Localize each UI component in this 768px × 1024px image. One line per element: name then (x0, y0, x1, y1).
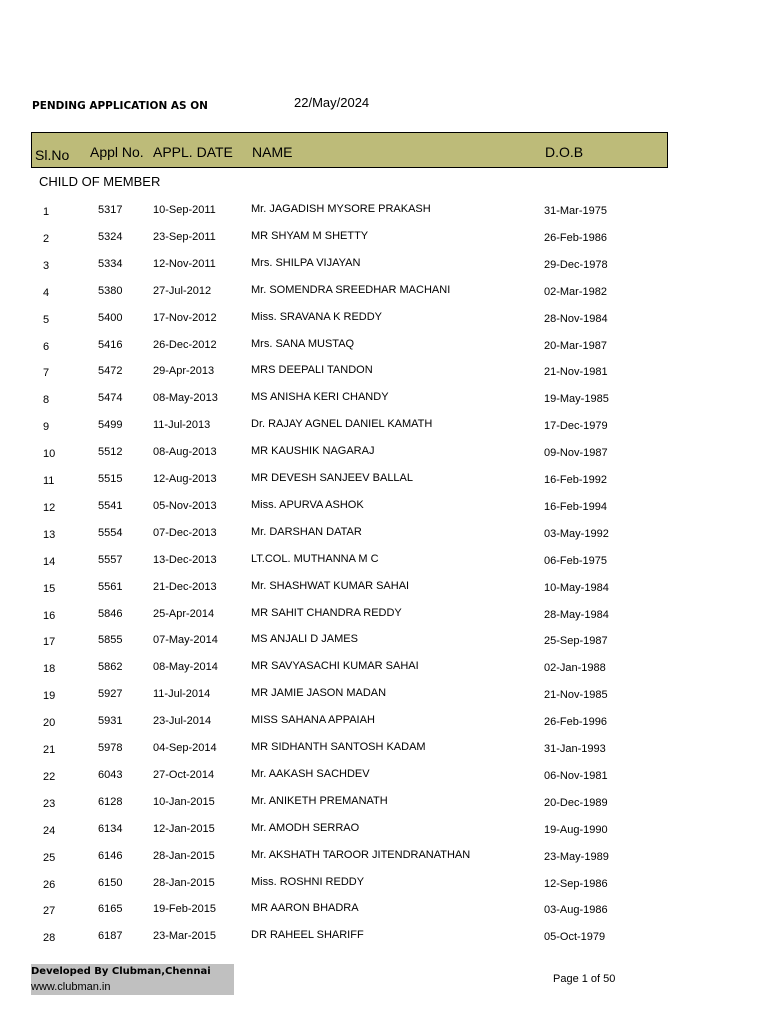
row-sl-no: 4 (43, 286, 50, 299)
row-dob: 20-Dec-1989 (544, 796, 608, 809)
row-appl-no: 6128 (98, 795, 123, 808)
table-row (0, 415, 768, 442)
row-dob: 31-Jan-1993 (544, 743, 606, 755)
row-appl-no: 5862 (98, 661, 123, 674)
row-name: MRS DEEPALI TANDON (251, 364, 373, 377)
row-dob: 16-Feb-1994 (544, 500, 607, 513)
row-sl-no: 12 (43, 501, 56, 514)
table-row (0, 765, 768, 792)
row-appl-date: 11-Jul-2014 (153, 688, 211, 701)
row-appl-date: 07-May-2014 (153, 634, 218, 647)
row-appl-date: 28-Jan-2015 (153, 876, 215, 889)
table-row (0, 442, 768, 469)
row-appl-date: 26-Dec-2012 (153, 338, 217, 351)
row-sl-no: 26 (43, 878, 56, 891)
row-sl-no: 13 (43, 528, 56, 541)
row-name: Mrs. SANA MUSTAQ (251, 337, 355, 350)
row-dob: 28-Nov-1984 (544, 312, 608, 325)
row-dob: 12-Sep-1986 (544, 877, 608, 890)
row-name: Mr. JAGADISH MYSORE PRAKASH (251, 203, 431, 215)
row-dob: 05-Oct-1979 (544, 931, 606, 944)
row-appl-date: 19-Feb-2015 (153, 903, 216, 916)
row-appl-date: 25-Apr-2014 (153, 607, 215, 620)
row-dob: 06-Feb-1975 (544, 554, 607, 567)
table-row (0, 630, 768, 657)
row-appl-date: 21-Dec-2013 (153, 580, 217, 593)
report-title: PENDING APPLICATION AS ON (32, 100, 208, 112)
row-appl-no: 5846 (98, 607, 123, 620)
table-row (0, 281, 768, 308)
row-sl-no: 2 (43, 232, 50, 245)
table-row (0, 308, 768, 335)
row-dob: 10-May-1984 (544, 581, 609, 594)
row-name: Miss. APURVA ASHOK (251, 498, 364, 511)
row-sl-no: 6 (43, 340, 50, 353)
row-appl-date: 27-Jul-2012 (153, 284, 212, 297)
row-appl-date: 11-Jul-2013 (153, 419, 211, 432)
col-dob: D.O.B (545, 144, 584, 160)
row-appl-no: 5515 (98, 473, 123, 485)
row-name: MR KAUSHIK NAGARAJ (251, 445, 375, 458)
row-name: MR SHYAM M SHETTY (251, 229, 369, 242)
row-appl-date: 08-Aug-2013 (153, 446, 217, 459)
table-row (0, 738, 768, 765)
row-sl-no: 17 (43, 636, 56, 649)
col-appl-no: Appl No. (90, 144, 144, 160)
row-sl-no: 18 (43, 663, 56, 676)
row-appl-no: 6134 (98, 822, 123, 835)
row-dob: 29-Dec-1978 (544, 258, 608, 271)
row-appl-no: 5334 (98, 257, 123, 270)
row-name: MR AARON BHADRA (251, 902, 359, 915)
row-appl-no: 5416 (98, 338, 123, 351)
row-appl-no: 5978 (98, 742, 123, 754)
row-appl-date: 29-Apr-2013 (153, 365, 215, 378)
row-appl-no: 5499 (98, 419, 123, 432)
row-name: DR RAHEEL SHARIFF (251, 929, 364, 942)
row-sl-no: 15 (43, 582, 56, 595)
row-dob: 26-Feb-1986 (544, 231, 607, 244)
row-dob: 21-Nov-1985 (544, 689, 608, 702)
row-appl-date: 08-May-2013 (153, 392, 218, 405)
row-appl-no: 5855 (98, 634, 123, 647)
row-appl-no: 6187 (98, 930, 123, 943)
row-name: MR SAVYASACHI KUMAR SAHAI (251, 660, 419, 673)
table-row (0, 657, 768, 684)
table-row (0, 254, 768, 281)
row-appl-date: 28-Jan-2015 (153, 849, 215, 862)
report-date: 22/May/2024 (294, 95, 370, 110)
table-row (0, 469, 768, 496)
row-dob: 28-May-1984 (544, 608, 609, 621)
row-dob: 02-Jan-1988 (544, 662, 606, 675)
footer-developer: Developed By Clubman,Chennai (31, 966, 211, 977)
row-dob: 26-Feb-1996 (544, 716, 607, 729)
row-sl-no: 24 (43, 824, 56, 837)
table-row (0, 227, 768, 254)
row-sl-no: 7 (43, 367, 50, 380)
row-appl-no: 6043 (98, 768, 123, 781)
row-appl-date: 23-Jul-2014 (153, 715, 212, 728)
row-name: Mr. AMODH SERRAO (251, 821, 360, 834)
table-row (0, 361, 768, 388)
row-sl-no: 28 (43, 932, 56, 945)
row-dob: 09-Nov-1987 (544, 447, 608, 460)
table-row (0, 577, 768, 604)
row-name: MR SAHIT CHANDRA REDDY (251, 606, 402, 619)
page-number: Page 1 of 50 (553, 973, 616, 985)
row-sl-no: 11 (43, 475, 55, 487)
table-row (0, 200, 768, 227)
row-appl-date: 12-Nov-2011 (153, 257, 216, 270)
row-name: Mr. SHASHWAT KUMAR SAHAI (251, 579, 410, 592)
col-appl-date: APPL. DATE (153, 144, 233, 160)
row-dob: 06-Nov-1981 (544, 769, 608, 782)
row-appl-no: 5474 (98, 392, 123, 405)
row-sl-no: 22 (43, 770, 56, 783)
row-appl-date: 07-Dec-2013 (153, 526, 217, 539)
section-label: CHILD OF MEMBER (39, 174, 161, 189)
table-row (0, 899, 768, 926)
row-appl-no: 6146 (98, 849, 123, 862)
table-row (0, 926, 768, 953)
row-sl-no: 21 (43, 744, 56, 756)
row-name: Mr. ANIKETH PREMANATH (251, 794, 388, 807)
row-dob: 25-Sep-1987 (544, 635, 608, 648)
row-appl-date: 23-Sep-2011 (153, 230, 216, 243)
col-sl-no: Sl.No (35, 147, 70, 163)
table-row (0, 604, 768, 631)
row-appl-no: 5380 (98, 284, 123, 297)
row-appl-no: 5472 (98, 365, 123, 378)
table-row (0, 496, 768, 523)
row-name: MISS SAHANA APPAIAH (251, 714, 375, 727)
row-appl-date: 23-Mar-2015 (153, 930, 216, 943)
row-name: MR DEVESH SANJEEV BALLAL (251, 472, 414, 484)
row-dob: 21-Nov-1981 (544, 366, 608, 379)
row-appl-date: 12-Jan-2015 (153, 822, 215, 835)
row-sl-no: 20 (43, 717, 56, 730)
row-name: Mrs. SHILPA VIJAYAN (251, 256, 361, 269)
row-sl-no: 19 (43, 690, 56, 703)
row-dob: 03-Aug-1986 (544, 904, 608, 917)
row-appl-no: 5927 (98, 688, 123, 701)
table-row (0, 711, 768, 738)
table-row (0, 846, 768, 873)
row-appl-no: 6150 (98, 876, 123, 889)
row-appl-date: 13-Dec-2013 (153, 553, 217, 566)
row-appl-no: 5324 (98, 230, 123, 243)
row-dob: 02-Mar-1982 (544, 285, 607, 298)
row-appl-date: 17-Nov-2012 (153, 311, 217, 324)
row-name: Mr. AAKASH SACHDEV (251, 767, 370, 780)
row-name: LT.COL. MUTHANNA M C (251, 552, 379, 565)
row-appl-no: 5541 (98, 499, 123, 512)
row-name: Mr. DARSHAN DATAR (251, 525, 362, 538)
row-appl-no: 5512 (98, 446, 123, 459)
row-sl-no: 25 (43, 851, 56, 864)
table-row (0, 550, 768, 577)
row-dob: 31-Mar-1975 (544, 205, 607, 217)
row-name: Mr. SOMENDRA SREEDHAR MACHANI (251, 283, 451, 296)
row-appl-date: 08-May-2014 (153, 661, 218, 674)
table-row (0, 792, 768, 819)
row-dob: 16-Feb-1992 (544, 474, 607, 486)
row-name: MR SIDHANTH SANTOSH KADAM (251, 741, 426, 753)
row-name: Mr. AKSHATH TAROOR JITENDRANATHAN (251, 848, 471, 861)
row-dob: 19-Aug-1990 (544, 823, 608, 836)
row-sl-no: 27 (43, 905, 56, 918)
row-name: MS ANJALI D JAMES (251, 633, 358, 646)
row-appl-date: 10-Jan-2015 (153, 795, 215, 808)
row-sl-no: 3 (43, 259, 50, 272)
row-dob: 17-Dec-1979 (544, 420, 608, 433)
row-sl-no: 5 (43, 313, 50, 326)
row-sl-no: 8 (43, 394, 50, 407)
row-dob: 03-May-1992 (544, 527, 609, 540)
row-name: Miss. SRAVANA K REDDY (251, 310, 383, 323)
row-appl-date: 04-Sep-2014 (153, 742, 217, 754)
row-sl-no: 10 (43, 448, 56, 461)
footer-website: www.clubman.in (31, 981, 111, 993)
table-row (0, 819, 768, 846)
row-sl-no: 9 (43, 421, 50, 434)
row-sl-no: 14 (43, 555, 56, 568)
row-dob: 23-May-1989 (544, 850, 609, 863)
row-appl-no: 5400 (98, 311, 123, 324)
row-sl-no: 1 (43, 206, 50, 218)
col-name: NAME (252, 144, 293, 160)
row-name: Dr. RAJAY AGNEL DANIEL KAMATH (251, 418, 433, 431)
row-dob: 19-May-1985 (544, 393, 609, 406)
row-appl-date: 27-Oct-2014 (153, 768, 215, 781)
row-name: Miss. ROSHNI REDDY (251, 875, 365, 888)
row-dob: 20-Mar-1987 (544, 339, 607, 352)
row-appl-no: 5554 (98, 526, 123, 539)
table-row (0, 523, 768, 550)
row-appl-no: 6165 (98, 903, 123, 916)
table-row (0, 873, 768, 900)
row-name: MS ANISHA KERI CHANDY (251, 391, 389, 404)
row-appl-date: 05-Nov-2013 (153, 499, 217, 512)
row-appl-date: 10-Sep-2011 (153, 204, 216, 216)
row-sl-no: 16 (43, 609, 56, 622)
row-name: MR JAMIE JASON MADAN (251, 687, 387, 700)
table-row (0, 684, 768, 711)
row-appl-no: 5557 (98, 553, 123, 566)
row-sl-no: 23 (43, 797, 56, 810)
table-header (31, 132, 668, 168)
row-appl-no: 5317 (98, 204, 123, 216)
table-row (0, 388, 768, 415)
row-appl-no: 5561 (98, 580, 123, 593)
row-appl-date: 12-Aug-2013 (153, 473, 217, 485)
table-row (0, 335, 768, 362)
row-appl-no: 5931 (98, 715, 123, 728)
